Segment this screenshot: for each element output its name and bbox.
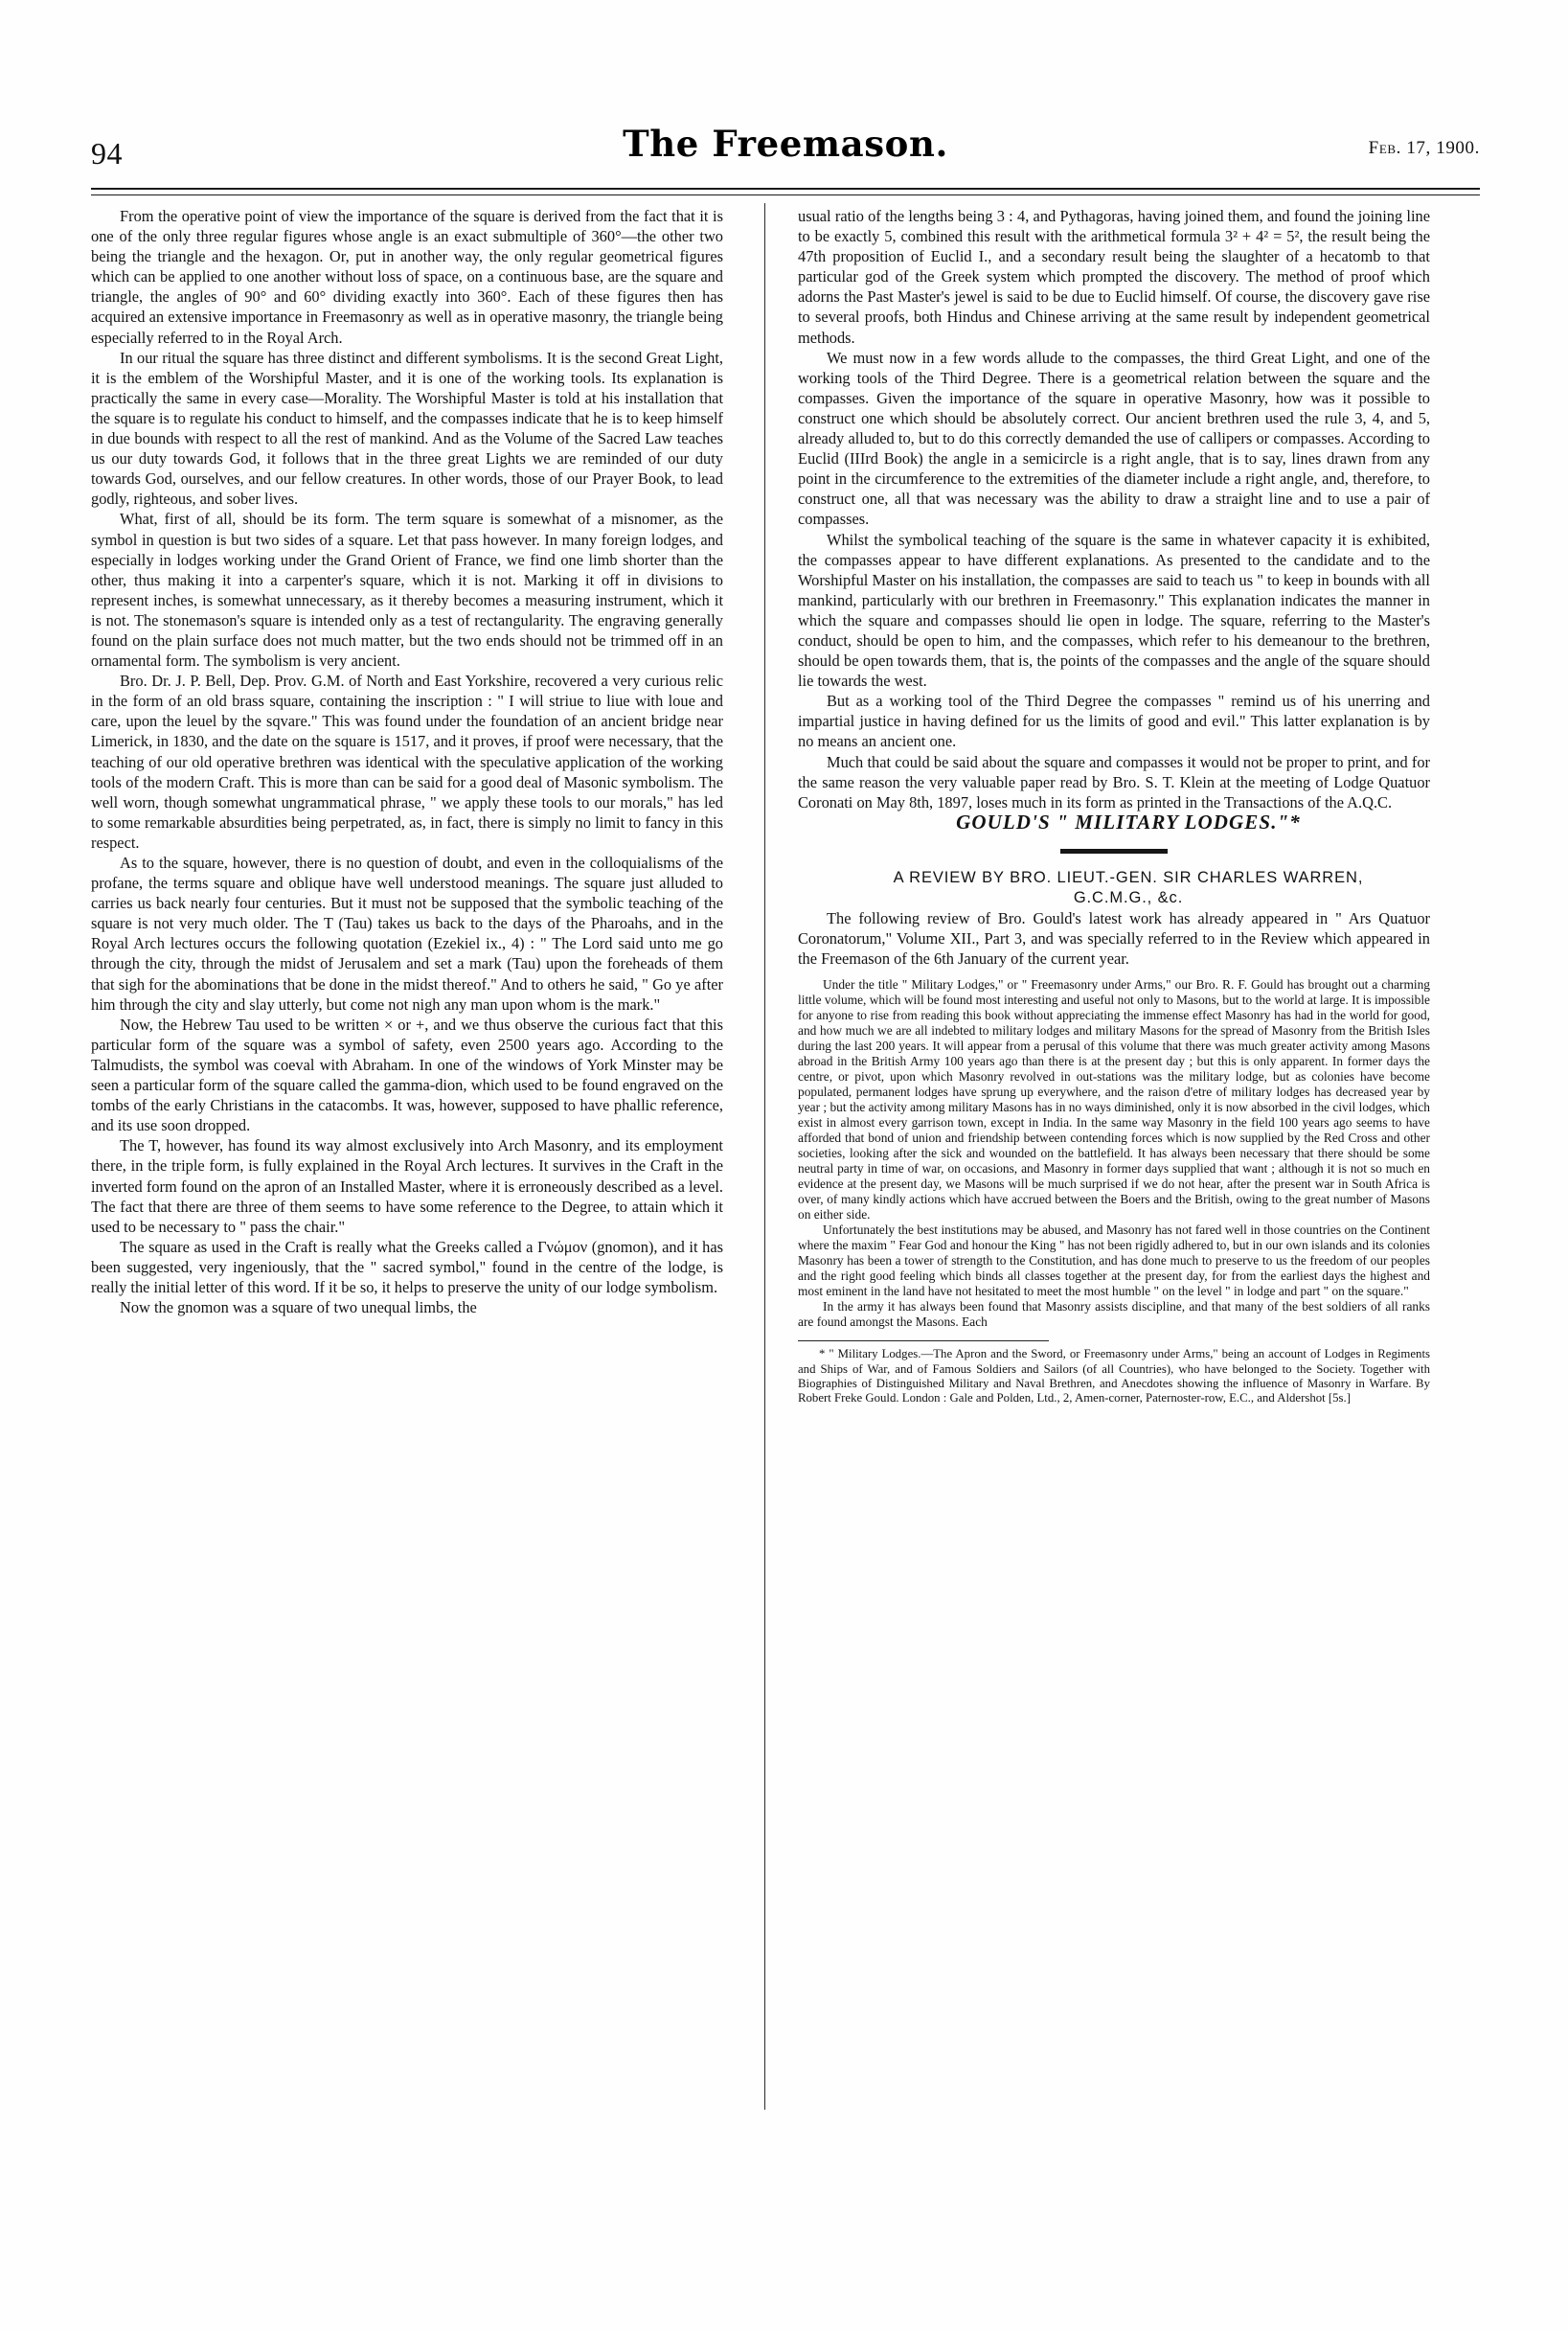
article-title-rule (1060, 849, 1168, 854)
right-column (798, 206, 1430, 1405)
footnote-divider-rule (798, 1340, 1049, 1341)
article-byline-line1: A REVIEW BY BRO. LIEUT.-GEN. SIR CHARLES WARREN, (893, 868, 1364, 886)
body-paragraph: In our ritual the square has three distinct and different symbolisms. It is the second Great Light, it is the emblem of the Worshipful Master, and it is one of the working tools. Its explanation is practically the same in every case—Morality. The Worshipful Master is told at his installation that the square is to regulate his conduct to himself, and the compasses indicate that he is to keep himself in due bounds with respect to all the rest of mankind. And as the Volume of the Sacred Law teaches us our duty towards God, it follows that in the three great Lights we are reminded of our duty towards God, ourselves, and our fellow creatures. In other words, those of our Prayer Book, to lead godly, righteous, and sober lives. (91, 348, 723, 509)
article-byline (798, 868, 1430, 908)
body-paragraph: From the operative point of view the importance of the square is derived from the fact that it is one of the only three regular figures whose angle is an exact submultiple of 360°—the other two being the triangle and the hexagon. Or, put in another way, the only regular geometrical figures which can be applied to one another without loss of space, on a continuous base, are the square and triangle, the angles of 90° and 60° dividing exactly into 360°. Each of these figures then has acquired an extensive importance in Freemasonry as well as in operative masonry, the triangle being especially referred to in the Royal Arch. (91, 207, 723, 347)
body-paragraph: But as a working tool of the Third Degree the compasses " remind us of his unerring and impartial justice in having defined for us the limits of good and evil." This latter explanation is by no means an ancient one. (798, 692, 1430, 751)
body-paragraph: The T, however, has found its way almost exclusively into Arch Masonry, and its employment there, in the triple form, is fully explained in the Royal Arch lectures. It survives in the Craft in the inverted form found on the apron of an Installed Master, where it is erroneously described as a level. The fact that there are three of them seems to have some reference to the Degree, to attain which it used to be necessary to " pass the chair." (91, 1136, 723, 1236)
publication-title: The Freemason. (623, 123, 948, 165)
quoted-paragraph: In the army it has always been found that Masonry assists discipline, and that many of the best soldiers of all ranks are found amongst the Masons. Each (798, 1299, 1430, 1330)
body-paragraph: As to the square, however, there is no question of doubt, and even in the colloquialisms of the profane, the terms square and oblique have well understood meanings. The square just alluded to carries us back nearly four centuries. But it must not be supposed that the symbolic teaching of the square is not very much older. The T (Tau) takes us back to the days of the Pharoahs, and in the Royal Arch lectures occurs the following quotation (Ezekiel ix., 4) : " The Lord said unto me go through the city, through the midst of Jerusalem and set a mark (Tau) upon the foreheads of them that sigh for the abominations that be done in the midst thereof." And to others he said, " Go ye after him through the city and slay utterly, but come not nigh any man upon whom is the mark." (91, 854, 723, 1014)
quoted-paragraph: Unfortunately the best institutions may be abused, and Masonry has not fared well in those countries on the Continent where the maxim " Fear God and honour the King " has not been rigidly adhered to, but in our own islands and its colonies Masonry has been a tower of strength to the Constitution, and has done much to preserve to us the freedom of our peoples and the right good feeling which binds all classes together at the present day, for from the earliest days the highest and most eminent in the land have not hesitated to meet the most humble " on the level " in lodge and part " on the square." (798, 1223, 1430, 1299)
body-paragraph: We must now in a few words allude to the compasses, the third Great Light, and one of the working tools of the Third Degree. There is a geometrical relation between the square and the compasses. Given the importance of the square in operative Masonry, how was it possible to construct one which should be absolutely correct. Our ancient brethren used the rule 3, 4, and 5, already alluded to, but to do this correctly demanded the use of callipers or compasses. According to Euclid (IIIrd Book) the angle in a semicircle is a right angle, that is to say, lines drawn from any point in the circumference to the extremities of the diameter include a right angle, and, therefore, to construct one, all that was necessary was the ability to draw a straight line and to use a pair of compasses. (798, 348, 1430, 529)
footnote-block (798, 1347, 1430, 1405)
body-paragraph: The square as used in the Craft is really what the Greeks called a Γνώμον (gnomon), and it has been suggested, very ingeniously, that the " sacred symbol," found in the centre of the lodge, is really the initial letter of this word. If it be so, it helps to preserve the unity of our lodge symbolism. (91, 1237, 723, 1296)
article-byline-line2: G.C.M.G., &c. (1073, 889, 1184, 906)
body-paragraph: Much that could be said about the square and compasses it would not be proper to print, and for the same reason the very valuable paper read by Bro. S. T. Klein at the meeting of Lodge Quatuor Coronati on May 8th, 1897, loses much in its form as printed in the Transactions of the A.Q.C. (798, 752, 1430, 811)
body-paragraph: Now, the Hebrew Tau used to be written × or +, and we thus observe the curious fact that this particular form of the square was a symbol of safety, even 2500 years ago. According to the Talmudists, the symbol was coeval with Abraham. In one of the windows of York Minster may be seen a particular form of the square called the gamma-dion, which used to be found engraved on the tombs of the early Christians in the catacombs. It was, however, supposed to have phallic reference, and its use soon dropped. (91, 1015, 723, 1135)
page-folio-number: 94 (91, 136, 123, 171)
quoted-paragraph: Under the title " Military Lodges," or " Freemasonry under Arms," our Bro. R. F. Gould has brought out a charming little volume, which will be found most interesting and useful not only to Masons, but to the world at large. It is impossible for anyone to rise from reading this book without appreciating the immense effect Masonry has had in the world for good, and how much we are all indebted to military lodges and military Masons for the spread of Masonry from the British Isles during the last 200 years. It will appear from a perusal of this volume that there was much greater activity among Masons abroad in the British Army 100 years ago than there is at the present day ; but this is only apparent. In former days the centre, or pivot, upon which Masonry revolved in out-stations was the military lodge, but as colonies have become populated, permanent lodges have sprung up everywhere, and the raison d'etre of military lodges has decreased year by year ; but the activity among military Masons has in no ways diminished, only it is now absorbed in the civil lodges, which exist in almost every garrison town, except in India. In the same way Masonry in the field 100 years ago seems to have afforded that bond of union and friendship between contending forces which is now supplied by the Red Cross and other societies, looking after the sick and wounded on the battlefield. It has always been necessary that there should be some neutral party in time of war, on occasions, and Masonry in former days supplied that want ; although it is not so much en evidence at the present day, we Masons will be much surprised if we do not hear, after the present war in South Africa is over, of many kindly actions which have accrued between the Boers and the British, owing to the great number of Masons on either side. (798, 977, 1430, 1223)
article-title: GOULD'S " MILITARY LODGES."* (956, 810, 1301, 834)
body-paragraph: Now the gnomon was a square of two unequal limbs, the (120, 1298, 477, 1317)
body-paragraph: What, first of all, should be its form. The term square is somewhat of a misnomer, as the symbol in question is but two sides of a square. Let that pass however. In many foreign lodges, and especially in lodges working under the Grand Orient of France, we find one limb shorter than the other, thus making it into a carpenter's square, which it is not. Marking it off in divisions to represent inches, is somewhat unnecessary, as it thereby becomes a measuring instrument, which it is not. The stonemason's square is intended only as a test of rectangularity. The engraving generally found on the plain surface does not much matter, but the two ends should not be trimmed off in an ornamental form. The symbolism is very ancient. (91, 510, 723, 671)
left-column (91, 206, 723, 1317)
column-divider-rule (764, 203, 765, 2110)
article-intro-paragraph: The following review of Bro. Gould's latest work has already appeared in " Ars Quatuor Coronatorum," Volume XII., Part 3, and was specially referred to in the Review which appeared in the Freemason of the 6th January of the current year. (798, 909, 1430, 969)
masthead (91, 123, 1480, 184)
quoted-review-block (798, 977, 1430, 1330)
body-paragraph: usual ratio of the lengths being 3 : 4, and Pythagoras, having joined them, and found the joining line to be exactly 5, combined this result with the arithmetical formula 3² + 4² = 5², the result being the 47th proposition of Euclid I., and a secondary result being the slaughter of a hecatomb to that particular god of the Greek system which prompted the discovery. The method of proof which adorns the Past Master's jewel is said to be due to Euclid himself. Of course, the discovery gave rise to several proofs, both Hindus and Chinese arriving at the same result by independent geometrical methods. (798, 207, 1430, 347)
body-paragraph: Whilst the symbolical teaching of the square is the same in whatever capacity it is exhibited, the compasses appear to have different explanations. As presented to the candidate and to the Worshipful Master on his installation, the compasses are said to teach us " to keep in bounds with all mankind, particularly with our brethren in Freemasonry." This explanation indicates the manner in which the square and compasses should lie open in lodge. The square, referring to the Master's conduct, should be open to him, and the compasses, which refer to his demeanour to the brethren, should be open towards them, that is, the points of the compasses and the angle of the square should lie towards the west. (798, 530, 1430, 691)
masthead-divider-rule (91, 188, 1480, 195)
body-paragraph: Bro. Dr. J. P. Bell, Dep. Prov. G.M. of North and East Yorkshire, recovered a very curious relic in the form of an old brass square, containing the inscription : " I will striue to liue with loue and care, upon the leuel by the sqvare." This was found under the foundation of an ancient bridge near Limerick, in 1830, and the date on the square is 1517, and it proves, if proof were necessary, that the teaching of our old operative brethren was identical with the speculative application of the working tools of the modern Craft. This is more than can be said for a good deal of Masonic symbolism. The well worn, though somewhat ungrammatical phrase, " we apply these tools to our morals," has led to some remarkable absurdities being perpetrated, as, in fact, there is simply no limit to fancy in this respect. (91, 672, 723, 852)
issue-date: Feb. 17, 1900. (1368, 138, 1480, 158)
footnote-text: * " Military Lodges.—The Apron and the Sword, or Freemasonry under Arms," being an account of Lodges in Regiments and Ships of War, and of Famous Soldiers and Sailors (of all Countries), who have belonged to the Society. Together with Biographies of Distinguished Military and Naval Brethren, and Anecdotes showing the influence of Masonry in Warfare. By Robert Freke Gould. London : Gale and Polden, Ltd., 2, Amen-corner, Paternoster-row, E.C., and Aldershot [5s.] (798, 1347, 1430, 1405)
